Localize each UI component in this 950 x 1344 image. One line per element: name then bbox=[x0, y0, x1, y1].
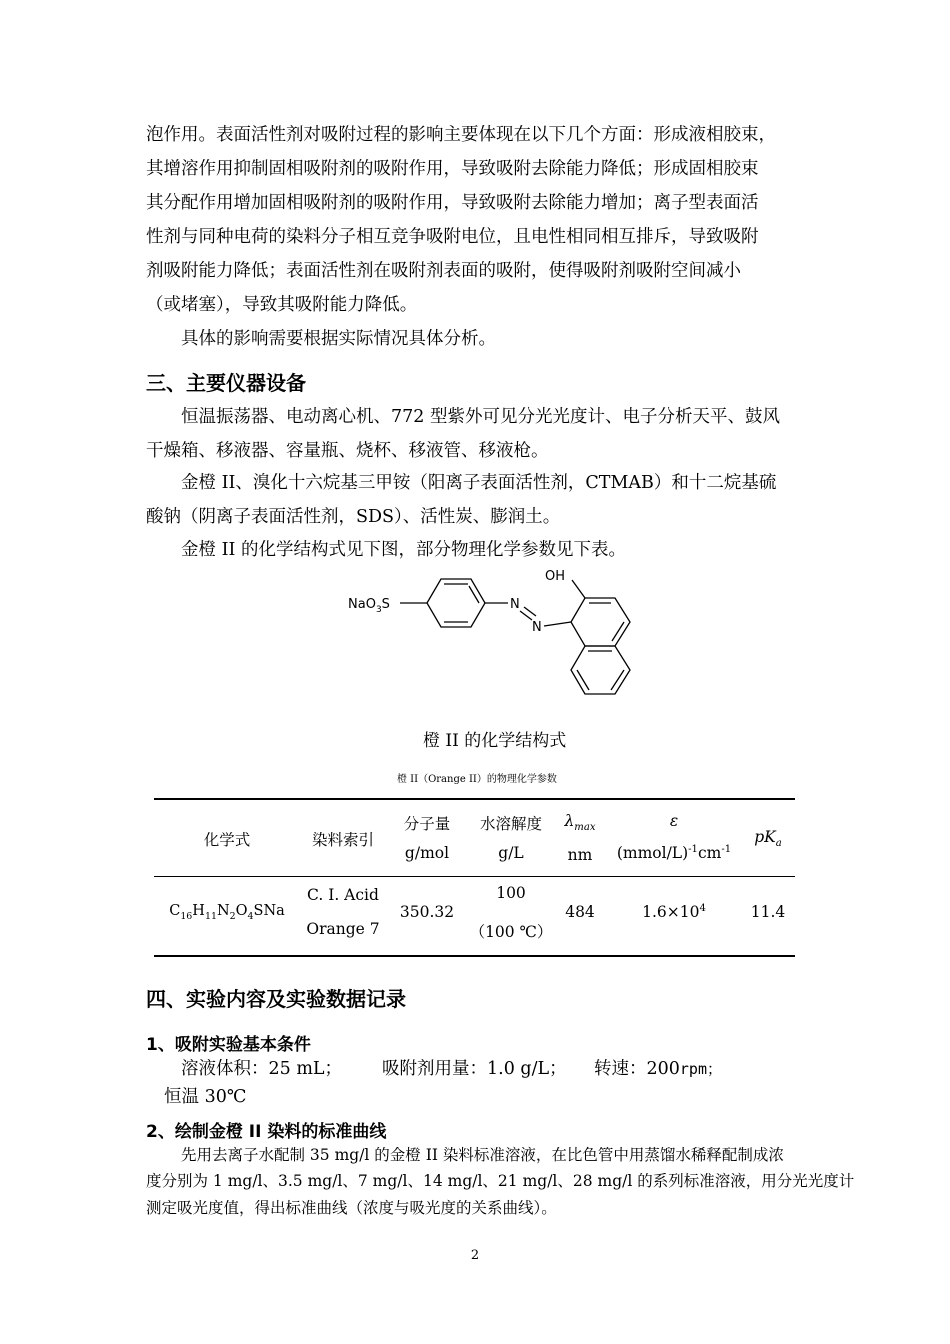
header-mw-unit: g/mol bbox=[404, 844, 450, 862]
body-line-1: 泡作用。表面活性剂对吸附过程的影响主要体现在以下几个方面：形成液相胶束， bbox=[146, 125, 776, 145]
table-bottom-rule bbox=[154, 955, 795, 957]
nao-text: NaO bbox=[348, 597, 376, 612]
condition-dosage: 吸附剂用量：1.0 g/L； bbox=[382, 1059, 567, 1079]
lambda-symbol: λ bbox=[564, 812, 575, 830]
naphthalene-ring-top bbox=[571, 598, 630, 646]
table-caption: 橙 II（Orange II）的物理化学参数 bbox=[397, 774, 557, 785]
naphthalene-ring-bottom bbox=[571, 646, 630, 694]
chemical-structure-diagram bbox=[340, 560, 650, 720]
condition-temperature: 恒温 30℃ bbox=[164, 1087, 247, 1107]
nao3s-label bbox=[348, 597, 390, 615]
body-line-2: 其增溶作用抑制固相吸附剂的吸附作用，导致吸附去除能力降低；形成固相胶束 bbox=[146, 159, 759, 179]
speed-unit: rpm； bbox=[679, 1060, 722, 1078]
header-sol-unit: g/L bbox=[498, 844, 524, 862]
sub1-heading: 1、吸附实验基本条件 bbox=[146, 1035, 311, 1055]
header-lambda-unit: nm bbox=[567, 846, 593, 864]
lambda-sub: max bbox=[574, 822, 596, 834]
cell-pka: 11.4 bbox=[750, 903, 786, 921]
body-line-3: 其分配作用增加固相吸附剂的吸附作用，导致吸附去除能力增加；离子型表面活 bbox=[146, 193, 759, 213]
n1-label: N bbox=[510, 597, 520, 612]
header-epsilon-unit bbox=[617, 844, 731, 862]
header-sol: 水溶解度 bbox=[479, 815, 543, 833]
benzene-ring bbox=[427, 579, 485, 627]
cell-mw: 350.32 bbox=[399, 903, 455, 921]
eps-unit-b: cm bbox=[697, 844, 722, 863]
page-number: 2 bbox=[470, 1248, 480, 1263]
sub2-line-3: 测定吸光度值，得出标准曲线（浓度与吸光度的关系曲线）。 bbox=[146, 1199, 557, 1217]
section3-line-3: 金橙 II、溴化十六烷基三甲铵（阳离子表面活性剂，CTMAB）和十二烷基硫 bbox=[181, 473, 777, 493]
sub2-heading: 2、绘制金橙 II 染料的标准曲线 bbox=[146, 1122, 387, 1142]
bond-oh bbox=[572, 580, 585, 598]
eps-unit-a: (mmol/L) bbox=[616, 844, 689, 863]
cell-lambda: 484 bbox=[565, 903, 595, 921]
speed-text: 转速：200 bbox=[594, 1059, 680, 1079]
header-lambda bbox=[564, 812, 595, 833]
structure-caption: 橙 II 的化学结构式 bbox=[423, 731, 567, 751]
n2-label: N bbox=[532, 620, 542, 635]
s-text: S bbox=[381, 597, 390, 612]
section3-heading: 三、主要仪器设备 bbox=[146, 371, 306, 395]
section3-line-4: 酸钠（阴离子表面活性剂，SDS）、活性炭、膨润土。 bbox=[146, 507, 561, 527]
body-line-6: （或堵塞），导致其吸附能力降低。 bbox=[146, 295, 418, 315]
section3-line-2: 干燥箱、移液器、容量瓶、烧杯、移液管、移液枪。 bbox=[146, 441, 549, 461]
cell-index-line2: Orange 7 bbox=[306, 920, 380, 938]
table-header-rule bbox=[154, 876, 795, 877]
section4-heading: 四、实验内容及实验数据记录 bbox=[146, 987, 406, 1011]
nao-sub: 3 bbox=[375, 605, 382, 615]
eps-unit-sup2: -1 bbox=[721, 844, 732, 855]
cell-sol-line2: （100 ℃） bbox=[469, 923, 553, 941]
condition-speed bbox=[594, 1052, 722, 1086]
body-line-4: 性剂与同种电荷的染料分子相互竞争吸附电位，且电性相同相互排斥，导致吸附 bbox=[146, 227, 759, 247]
header-index: 染料索引 bbox=[311, 831, 375, 849]
section3-line-1: 恒温振荡器、电动离心机、772 型紫外可见分光光度计、电子分析天平、鼓风 bbox=[181, 407, 780, 427]
condition-volume: 溶液体积：25 mL； bbox=[181, 1059, 343, 1079]
pk-text: pK bbox=[754, 828, 776, 846]
pk-sub: a bbox=[775, 838, 782, 850]
eps-exp: 4 bbox=[699, 903, 706, 914]
sub2-line-1: 先用去离子水配制 35 mg/l 的金橙 II 染料标准溶液，在比色管中用蒸馏水稀释配制成浓 bbox=[181, 1146, 784, 1164]
header-epsilon: ε bbox=[669, 812, 679, 830]
cell-index-line1: C. I. Acid bbox=[307, 886, 379, 904]
body-line-7: 具体的影响需要根据实际情况具体分析。 bbox=[181, 329, 496, 349]
eps-base: 1.6×10 bbox=[642, 903, 700, 922]
table-top-rule bbox=[154, 798, 795, 800]
cell-formula: $C_{16}H_{11}N_2O_4SNa$ bbox=[169, 903, 285, 922]
sub2-line-2: 度分别为 1 mg/l、3.5 mg/l、7 mg/l、14 mg/l、21 mg/l、28 mg/l 的系列标准溶液，用分光光度计 bbox=[146, 1172, 855, 1190]
header-formula: 化学式 bbox=[203, 831, 251, 849]
cell-sol-line1: 100 bbox=[496, 884, 526, 902]
eps-unit-sup1: -1 bbox=[688, 844, 698, 855]
body-line-5: 剂吸附能力降低；表面活性剂在吸附剂表面的吸附，使得吸附剂吸附空间减小 bbox=[146, 261, 741, 281]
oh-label: OH bbox=[545, 569, 566, 584]
cell-epsilon bbox=[642, 903, 706, 921]
header-pka bbox=[754, 828, 782, 849]
section3-line-5: 金橙 II 的化学结构式见下图，部分物理化学参数见下表。 bbox=[181, 540, 626, 560]
header-mw: 分子量 bbox=[403, 815, 451, 833]
